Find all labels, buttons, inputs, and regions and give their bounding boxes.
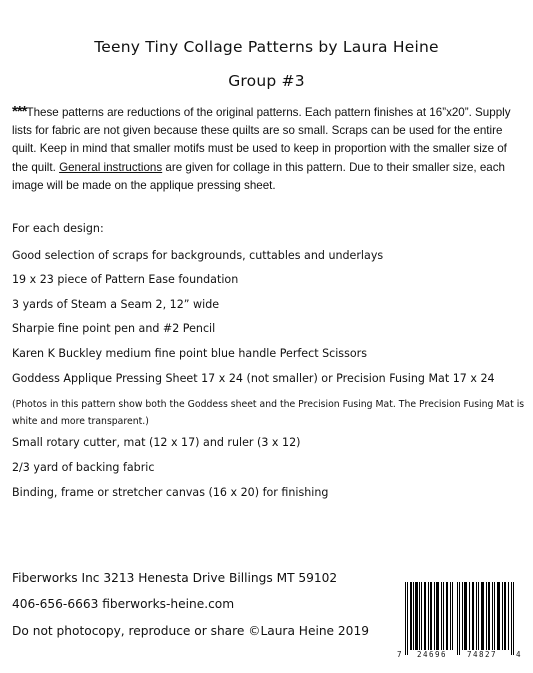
- footer-contact: 406-656-6663 fiberworks-heine.com: [12, 597, 235, 611]
- barcode-bar: [430, 582, 432, 650]
- barcode: [397, 582, 523, 662]
- supply-item: Good selection of scraps for backgrounds, cuttables and underlays: [12, 249, 384, 262]
- footer-address: Fiberworks Inc 3213 Henesta Drive Billings MT 59102: [12, 571, 338, 585]
- barcode-bar: [464, 582, 467, 650]
- barcode-bar: [413, 582, 414, 650]
- barcode-bar: [478, 582, 479, 650]
- barcode-bar: [407, 582, 408, 655]
- barcode-bar: [462, 582, 463, 650]
- supply-item: 3 yards of Steam a Seam 2, 12” wide: [12, 298, 220, 311]
- supply-item: Goddess Applique Pressing Sheet 17 x 24 (not smaller) or Precision Fusing Mat 17 x 24: [12, 372, 495, 385]
- barcode-bar: [450, 582, 451, 650]
- barcode-bar: [419, 582, 420, 650]
- supply-note: (Photos in this pattern show both the Goddess sheet and the Precision Fusing Mat. The Precision Fusing Mat is white and more transparent.): [12, 399, 525, 427]
- barcode-bar: [497, 582, 500, 650]
- barcode-bar: [405, 582, 406, 655]
- barcode-bar: [508, 582, 509, 650]
- intro-stars: ***: [12, 103, 27, 120]
- barcode-group-right: 74827: [467, 650, 498, 659]
- barcode-bar: [428, 582, 429, 650]
- barcode-bar: [486, 582, 487, 650]
- supply-item: Karen K Buckley medium fine point blue handle Perfect Scissors: [12, 347, 367, 360]
- barcode-group-left: 24696: [417, 650, 448, 659]
- barcode-bar: [457, 582, 458, 655]
- barcode-bar: [488, 582, 490, 650]
- barcode-bar: [504, 582, 506, 650]
- supply-item: 2/3 yard of backing fabric: [12, 461, 155, 474]
- barcode-bars: [397, 582, 523, 650]
- barcode-bar: [421, 582, 422, 650]
- supply-item: Small rotary cutter, mat (12 x 17) and ruler (3 x 12): [12, 436, 301, 449]
- intro-paragraph: [12, 103, 524, 195]
- barcode-bar: [492, 582, 493, 650]
- footer-copyright: Do not photocopy, reproduce or share ©Laura Heine 2019: [12, 624, 369, 638]
- barcode-bar: [436, 582, 439, 650]
- barcode-bar: [459, 582, 460, 655]
- barcode-bar: [511, 582, 512, 655]
- barcode-bar: [410, 582, 412, 650]
- barcode-bar: [424, 582, 426, 650]
- supply-item: Sharpie fine point pen and #2 Pencil: [12, 322, 216, 335]
- barcode-digit-last: 4: [516, 650, 521, 659]
- barcode-bar: [476, 582, 477, 650]
- barcode-bar: [472, 582, 474, 650]
- intro-text-after: are given for collage in this pattern. Due to their smaller size, each image will be made on the applique pressing sheet.: [12, 160, 506, 192]
- barcode-digit-first: 7: [397, 650, 402, 659]
- supply-item: Binding, frame or stretcher canvas (16 x 20) for finishing: [12, 486, 329, 499]
- page-subtitle: Group #3: [228, 72, 305, 90]
- general-instructions-link[interactable]: General instructions: [59, 160, 163, 174]
- barcode-bar: [481, 582, 484, 650]
- barcode-bar: [441, 582, 442, 650]
- barcode-bar: [452, 582, 453, 650]
- barcode-bar: [513, 582, 514, 655]
- page-title: Teeny Tiny Collage Patterns by Laura Heine: [94, 38, 439, 56]
- barcode-bar: [502, 582, 503, 650]
- intro-text-before: These patterns are reductions of the original patterns. Each pattern finishes at 16”x20”. Supply lists for fabric are not given because these quilts are so small. Scraps can be used for the entire quilt. Keep in mind that smaller motifs must be used to keep in proportion with the smaller size of the quilt.: [12, 106, 511, 174]
- barcode-bar: [494, 582, 495, 650]
- barcode-bar: [415, 582, 418, 650]
- barcode-bar: [469, 582, 470, 650]
- barcode-bar: [446, 582, 448, 650]
- supplies-heading: For each design:: [12, 222, 104, 235]
- supply-item: 19 x 23 piece of Pattern Ease foundation: [12, 273, 239, 286]
- barcode-bar: [443, 582, 444, 650]
- barcode-bar: [434, 582, 435, 650]
